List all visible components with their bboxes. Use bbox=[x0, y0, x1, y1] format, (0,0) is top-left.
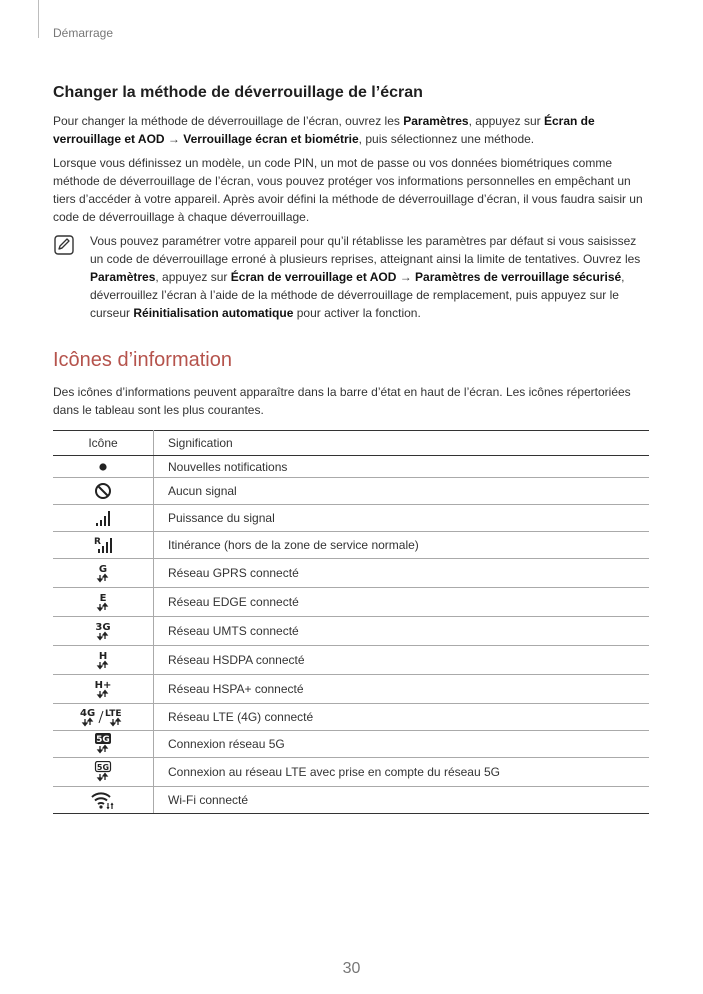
svg-text:LTE: LTE bbox=[105, 709, 122, 719]
wifi-icon bbox=[53, 787, 154, 814]
svg-text:H: H bbox=[98, 651, 108, 662]
lte-4g-icon bbox=[53, 704, 154, 731]
icon-meaning: Aucun signal bbox=[154, 478, 650, 505]
table-row bbox=[53, 646, 649, 675]
section-header: Démarrage bbox=[53, 26, 114, 40]
table-row bbox=[53, 675, 649, 704]
table-row bbox=[53, 758, 649, 787]
svg-text:5G: 5G bbox=[96, 735, 110, 745]
note-icon bbox=[54, 235, 74, 255]
lte-5g-icon bbox=[53, 758, 154, 787]
unlock-paragraph-2: Lorsque vous définissez un modèle, un code PIN, un mot de passe ou vos données biométriques comme méthode de déverrouillage de l’écran, vous pouvez protéger vos informations personnelles en empêchant un tiers d’accéder à votre appareil. Après avoir défini la méthode de déverrouillage d’écran, il vous faudra saisir un code de déverrouillage à chaque déverrouillage. bbox=[53, 156, 643, 224]
svg-text:4G: 4G bbox=[80, 708, 96, 719]
column-header-icon: Icône bbox=[53, 431, 154, 456]
icon-meaning: Réseau LTE (4G) connecté bbox=[154, 704, 650, 731]
table-row bbox=[53, 704, 649, 731]
icon-table bbox=[53, 430, 649, 814]
table-row bbox=[53, 532, 649, 559]
table-row bbox=[53, 456, 649, 478]
hsdpa-icon bbox=[53, 646, 154, 675]
table-row bbox=[53, 559, 649, 588]
umts-3g-icon bbox=[53, 617, 154, 646]
icon-meaning: Réseau EDGE connecté bbox=[154, 588, 650, 617]
icon-meaning: Wi-Fi connecté bbox=[154, 787, 650, 814]
icons-section-title: Icônes d’information bbox=[53, 349, 232, 371]
table-row bbox=[53, 588, 649, 617]
no-signal-icon bbox=[53, 478, 154, 505]
svg-text:R: R bbox=[94, 537, 101, 547]
unlock-paragraph-1: Pour changer la méthode de déverrouillage de l’écran, ouvrez les Paramètres, appuyez sur Écran de verrouillage et AOD → Verrouillage écran et biométrie, puis sélectionnez une méthode. bbox=[53, 114, 595, 146]
svg-text:E: E bbox=[99, 593, 107, 604]
5g-icon bbox=[53, 731, 154, 758]
hspa-plus-icon bbox=[53, 675, 154, 704]
table-row bbox=[53, 617, 649, 646]
signal-strength-icon bbox=[53, 505, 154, 532]
icon-meaning: Puissance du signal bbox=[154, 505, 650, 532]
icons-intro: Des icônes d’informations peuvent apparaître dans la barre d’état en haut de l’écran. Les icônes répertoriées dans le tableau sont les plus courantes. bbox=[53, 385, 631, 417]
table-row bbox=[53, 731, 649, 758]
gprs-icon bbox=[53, 559, 154, 588]
table-row bbox=[53, 505, 649, 532]
svg-text:H+: H+ bbox=[94, 680, 112, 691]
svg-text:3G: 3G bbox=[95, 622, 111, 633]
svg-text:5G: 5G bbox=[96, 763, 110, 772]
icon-meaning: Connexion au réseau LTE avec prise en compte du réseau 5G bbox=[154, 758, 650, 787]
icon-meaning: Réseau GPRS connecté bbox=[154, 559, 650, 588]
note-text: Vous pouvez paramétrer votre appareil pour qu’il rétablisse les paramètres par défaut si vous saisissez un code de déverrouillage erroné à plusieurs reprises, atteignant ainsi la limite de tentatives. Ouvrez les Paramètres, appuyez sur Écran de verrouillage et AOD → Paramètres de verrouillage sécurisé, déverrouillez l’écran à l’aide de la méthode de déverrouillage de remplacement, puis appuyez sur le curseur Réinitialisation automatique pour activer la fonction. bbox=[90, 234, 641, 320]
header-rule bbox=[38, 0, 39, 38]
svg-text:G: G bbox=[98, 564, 108, 575]
icon-meaning: Nouvelles notifications bbox=[154, 456, 650, 478]
column-header-meaning: Signification bbox=[154, 431, 650, 456]
icon-meaning: Réseau UMTS connecté bbox=[154, 617, 650, 646]
icon-meaning: Réseau HSDPA connecté bbox=[154, 646, 650, 675]
icon-meaning: Réseau HSPA+ connecté bbox=[154, 675, 650, 704]
notification-dot-icon bbox=[53, 456, 154, 478]
table-row bbox=[53, 787, 649, 814]
icon-meaning: Itinérance (hors de la zone de service normale) bbox=[154, 532, 650, 559]
table-row bbox=[53, 478, 649, 505]
edge-icon bbox=[53, 588, 154, 617]
table-header-row bbox=[53, 431, 649, 456]
icon-meaning: Connexion réseau 5G bbox=[154, 731, 650, 758]
unlock-section-title: Changer la méthode de déverrouillage de l’écran bbox=[53, 84, 423, 101]
page-number: 30 bbox=[342, 960, 361, 977]
roaming-signal-icon bbox=[53, 532, 154, 559]
